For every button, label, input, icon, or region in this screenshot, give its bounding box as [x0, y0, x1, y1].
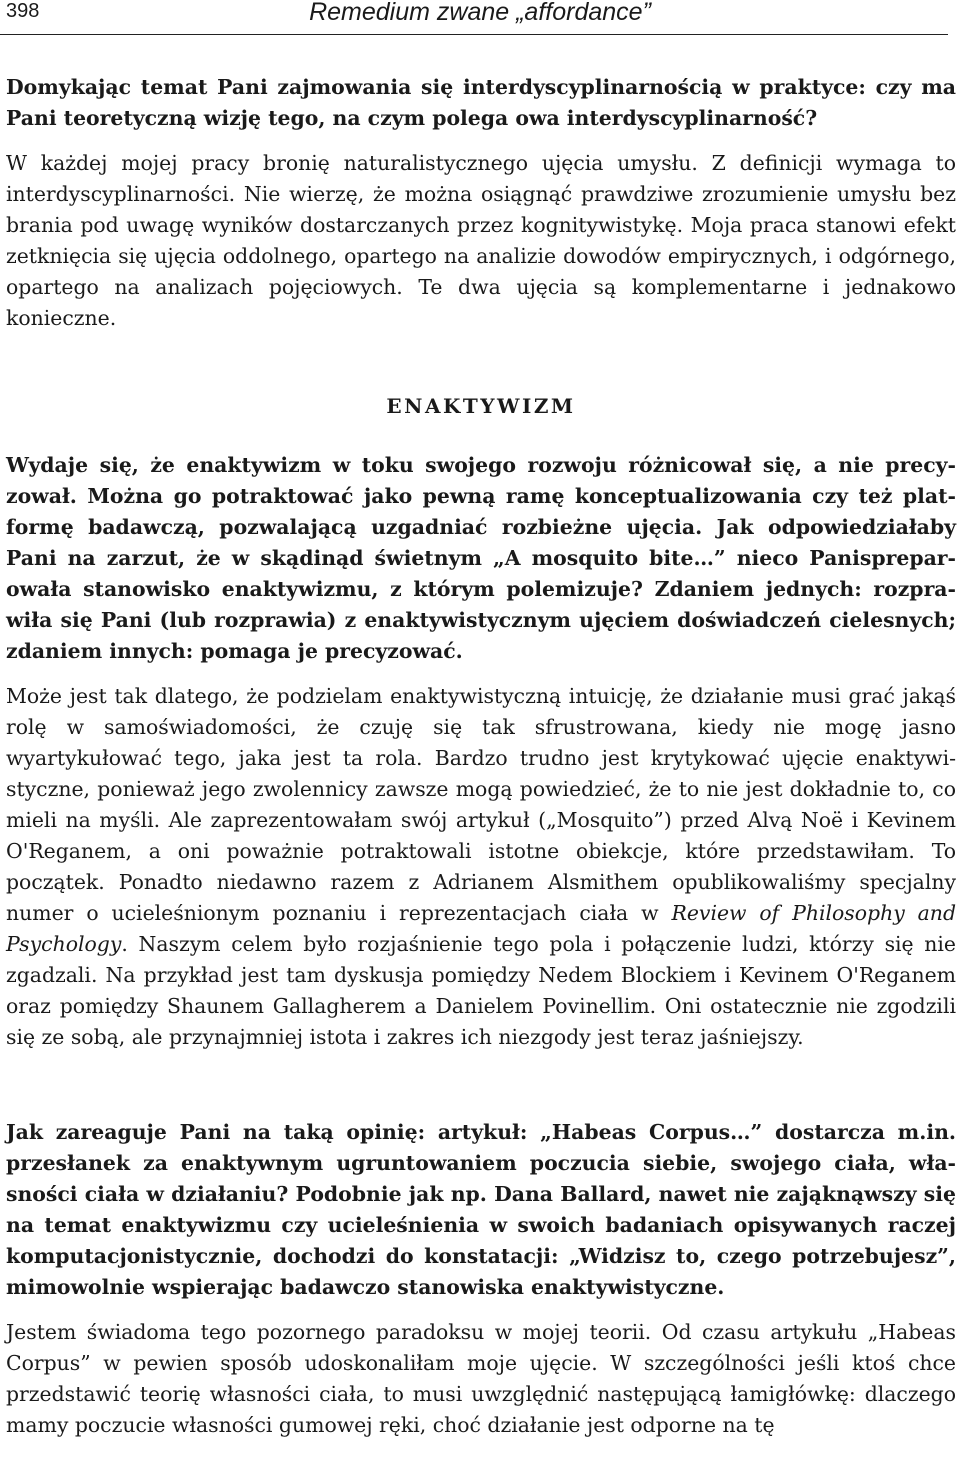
- page-body: [6, 72, 956, 1441]
- interview-question: Domykając temat Pani zajmowania się interdyscyplinarnością w praktyce: czy ma Pani teoretyczną wizję tego, na czym polega owa interdyscyplinarność?: [6, 75, 956, 130]
- interview-answer: W każdej mojej pracy bronię naturalistycznego ujęcia umysłu. Z definicji wymaga to interdyscyplinarności. Nie wierzę, że można osiągnąć prawdziwe zrozumienie umysłu bez brania pod uwagę wyników dostarczanych przez kognitywistykę. Moja praca stanowi efekt zetknięcia się ujęcia oddolnego, opartego na analizie dowodów empirycznych, i odgórnego, opartego na analizach pojęciowych. Te dwa ujęcia są komplementarne i jednakowo konieczne.: [6, 151, 956, 330]
- answer-text: . Naszym celem było rozjaśnienie tego pola i połączenie ludzi, którzy się nie zgadzali. Na przykład jest tam dyskusja pomiędzy Nedem Blockiem i Kevinem O'Reganem oraz pomiędzy Shaunem Gallagherem a Danielem Povinellim. Oni ostatecznie nie zgodzili się ze sobą, ale przynajmniej istota i zakres ich niezgody jest teraz jaśniejszy.: [6, 932, 956, 1049]
- interview-answer: [6, 681, 956, 1053]
- journal-title: Review of Philosophy and Psychology: [6, 901, 956, 956]
- answer-text: Może jest tak dlatego, że podzielam enaktywistyczną intuicję, że działanie musi grać jakąś rolę w samoświadomości, że czuję się tak sfrustrowana, kiedy nie mogę jasno wyartykułować tego, jaka jest ta rola. Bardzo trudno jest krytykować ujęcie enaktywistyczne, ponieważ jego zwolennicy zawsze mogą powiedzieć, że to nie jest dokładnie to, co mieli na myśli. Ale zaprezentowałam swój artykuł („Mosquito”) przed Alvą Noë i Kevinem O'Reganem, a oni poważnie potraktowali istotne obiekcje, które przedstawiłam. To początek. Ponadto niedawno razem z Adrianem Alsmithem opublikowaliśmy specjalny numer o ucieleśnionym poznaniu i reprezentacjach ciała w: [6, 684, 956, 925]
- interview-question: Wydaje się, że enaktywizm w toku swojego rozwoju różnicował się, a nie precyzował. Można go potraktować jako pewną ramę konceptualizowania czy też platformę badawczą, pozwalającą uzgadniać rozbieżne ujęcia. Jak odpowiedziałaby Pani na zarzut, że w skądinąd świetnym „A mosquito bite…” nieco Panispreparowała stanowisko enaktywizmu, z którym polemizuje? Zdaniem jednych: rozprawiła się Pani (lub rozprawia) z enaktywistycznym ujęciem doświadczeń cielesnych; zdaniem innych: pomaga je precyzować.: [6, 453, 956, 663]
- interview-answer: Jestem świadoma tego pozornego paradoksu w mojej teorii. Od czasu artykułu „Habeas Corpus” w pewien sposób udoskonaliłam moje ujęcie. W szczególności jeśli ktoś chce przedstawić teorię własności ciała, to musi uwzględnić następującą łamigłówkę: dlaczego mamy poczucie własności gumowej ręki, choć działanie jest odporne na tę: [6, 1320, 956, 1437]
- page-number: 398: [6, 0, 40, 22]
- running-header: [0, 0, 948, 35]
- interview-question: Jak zareaguje Pani na taką opinię: artykuł: „Habeas Corpus…” dostarcza m.in. przesłanek za enaktywnym ugruntowaniem poczucia siebie, swojego ciała, własności ciała w działaniu? Podobnie jak np. Dana Ballard, nawet nie zająknąwszy się na temat enaktywizmu czy ucieleśnienia w swoich badaniach opisywanych raczej komputacjonistycznie, dochodzi do konstatacji: „Widzisz to, czego potrzebujesz”, mimowolnie wspierając badawczo stanowiska enaktywistyczne.: [6, 1120, 956, 1299]
- section-heading: ENAKTYWIZM: [386, 394, 576, 418]
- running-title: Remedium zwane „affordance”: [309, 0, 651, 26]
